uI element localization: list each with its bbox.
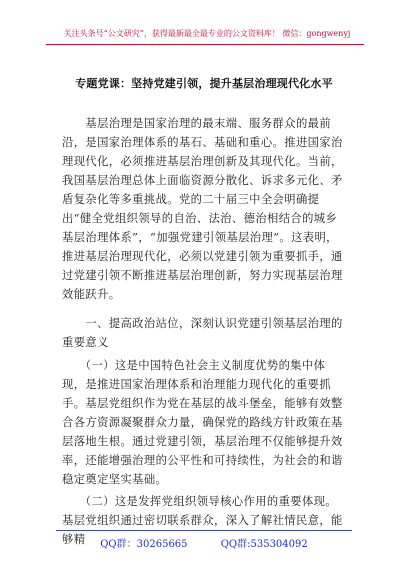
paragraph-intro: 基层治理是国家治理的最末端、服务群众的最前沿，是国家治理体系的基石、基础和重心。推进国家治理现代化，必须推进基层治理创新及其现代化。当前，我国基层治理总体上面临资源分散化、诉求多元化、矛盾复杂化等多重挑战。党的二十届三中全会明确提出“健全党组织领导的自治、法治、德治相结合的城乡基层治理体系”，“加强党建引领基层治理”。这表明，推进基层治理现代化，必须以党建引领为重要抓手，通过党建引领不断推进基层治理创新，努力实现基层治理效能跃升。 — [62, 117, 343, 301]
paragraph-point-one: （一）这是中国特色社会主义制度优势的集中体现，是推进国家治理体系和治理能力现代化的重要抓手。基层党组织作为党在基层的战斗堡垒，能够有效整合各方资源凝聚群众力量，确保党的路线方针政策在基层落地生根。通过党建引领，基层治理不仅能够提升效率，还能增强治理的公平性和可持续性，为社会的和谐稳定奠定坚实基础。 — [62, 359, 343, 486]
section-heading-one: 一、提高政治站位，深刻认识党建引领基层治理的重要意义 — [62, 317, 343, 349]
footer-divider — [56, 530, 352, 531]
footer-contact — [0, 535, 408, 550]
footer-qq-group-2: QQ群:535304092 — [220, 539, 308, 550]
header-divider — [46, 44, 364, 45]
footer-qq-group-1: QQ群：30265665 — [100, 539, 188, 550]
header-notice: 关注头条号“公文研究”，获得最新最全最专业的公文资料库！ 微信：gongwenyj — [63, 29, 351, 38]
document-title: 专题党课：坚持党建引领，提升基层治理现代化水平 — [75, 77, 333, 90]
paragraph-point-two: （二）这是发挥党组织领导核心作用的重要体现。基层党组织通过密切联系群众，深入了解社情民意，能够精 — [62, 495, 343, 546]
